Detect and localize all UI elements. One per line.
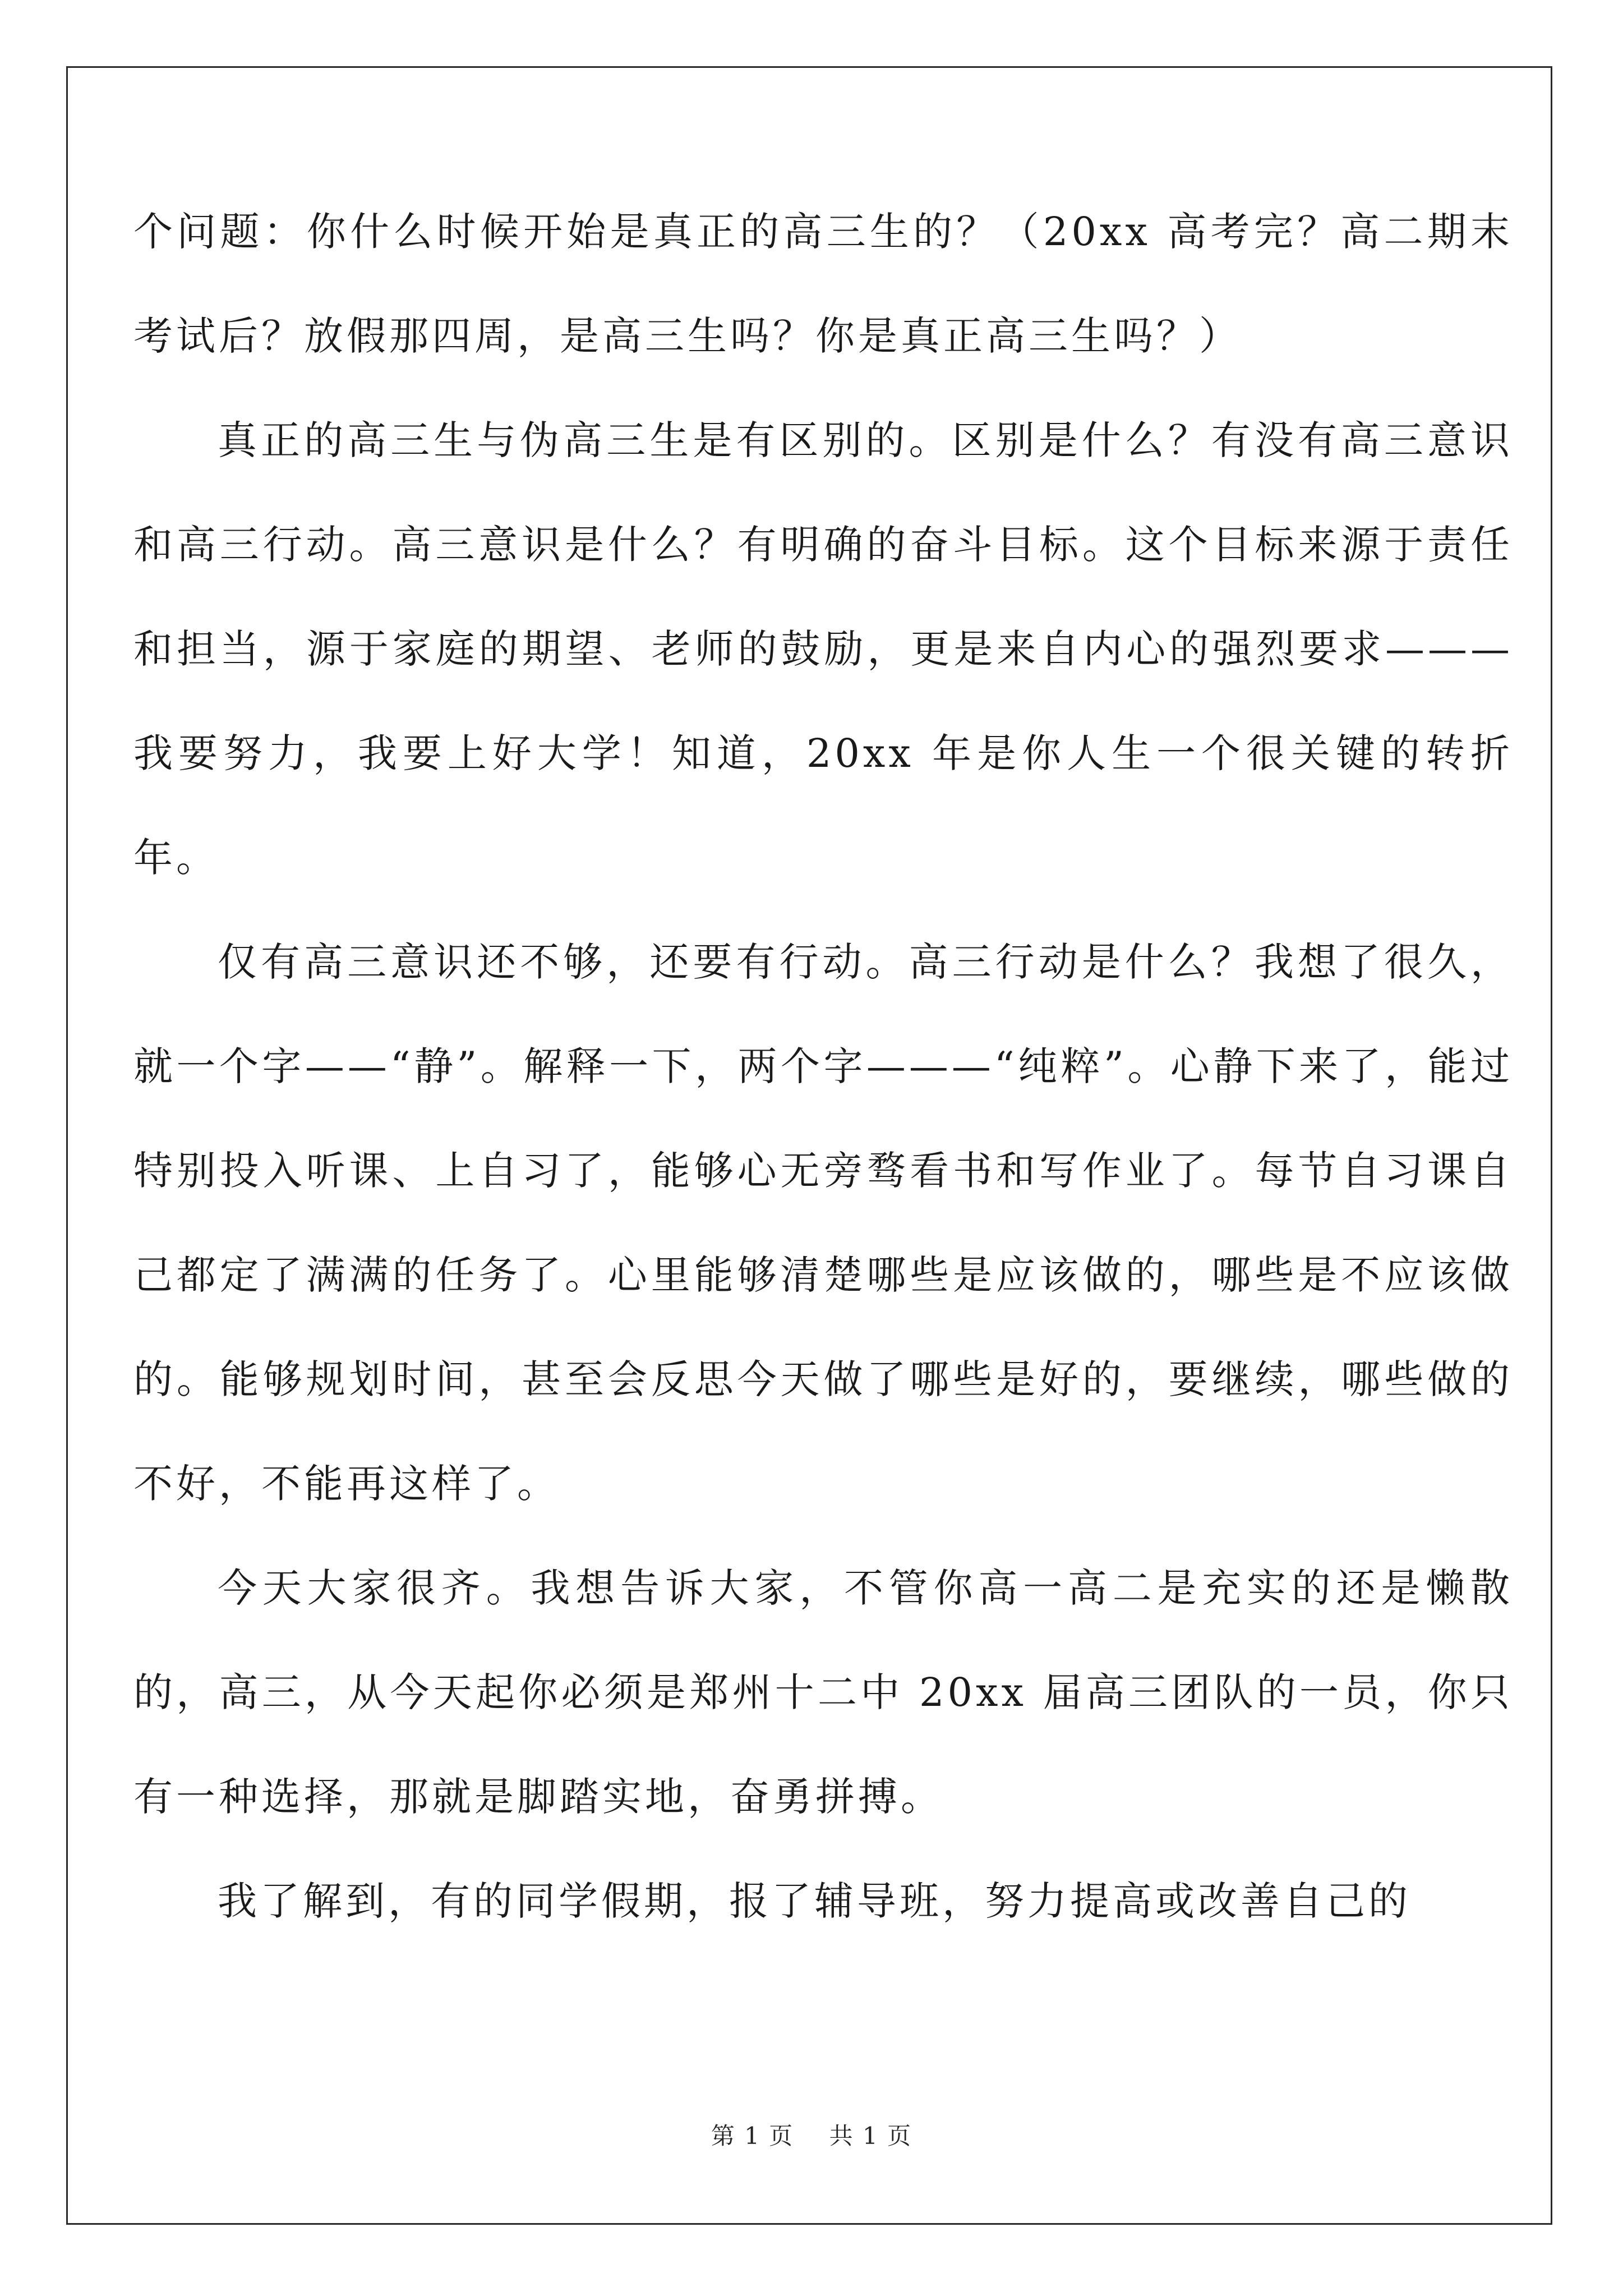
page-footer [0, 2119, 1623, 2153]
paragraph-2: 真正的高三生与伪高三生是有区别的。区别是什么？有没有高三意识和高三行动。高三意识是什么？有明确的奋斗目标。这个目标来源于责任和担当，源于家庭的期望、老师的鼓励，更是来自内心的强烈要求———我要努力，我要上好大学！知道，20xx 年是你人生一个很关键的转折年。 [133, 417, 1513, 881]
paragraph-3: 仅有高三意识还不够，还要有行动。高三行动是什么？我想了很久，就一个字——“静”。解释一下，两个字———“纯粹”。心静下来了，能过特别投入听课、上自习了，能够心无旁骛看书和写作业了。每节自习课自己都定了满满的任务了。心里能够清楚哪些是应该做的，哪些是不应该做的。能够规划时间，甚至会反思今天做了哪些是好的，要继续，哪些做的不好，不能再这样了。 [133, 939, 1513, 1507]
paragraph-5: 我了解到，有的同学假期，报了辅导班，努力提高或改善自己的 [218, 1878, 1411, 1924]
page-total: 共 1 页 [829, 2122, 912, 2150]
page-number: 第 1 页 [711, 2122, 794, 2150]
document-body [133, 180, 1513, 1953]
paragraph-1: 个问题：你什么时候开始是真正的高三生的？（20xx 高考完？高二期末考试后？放假那四周，是高三生吗？你是真正高三生吗？） [133, 209, 1513, 359]
paragraph-4: 今天大家很齐。我想告诉大家，不管你高一高二是充实的还是懒散的，高三，从今天起你必须是郑州十二中 20xx 届高三团队的一员，你只有一种选择，那就是脚踏实地，奋勇拼搏。 [133, 1565, 1513, 1820]
